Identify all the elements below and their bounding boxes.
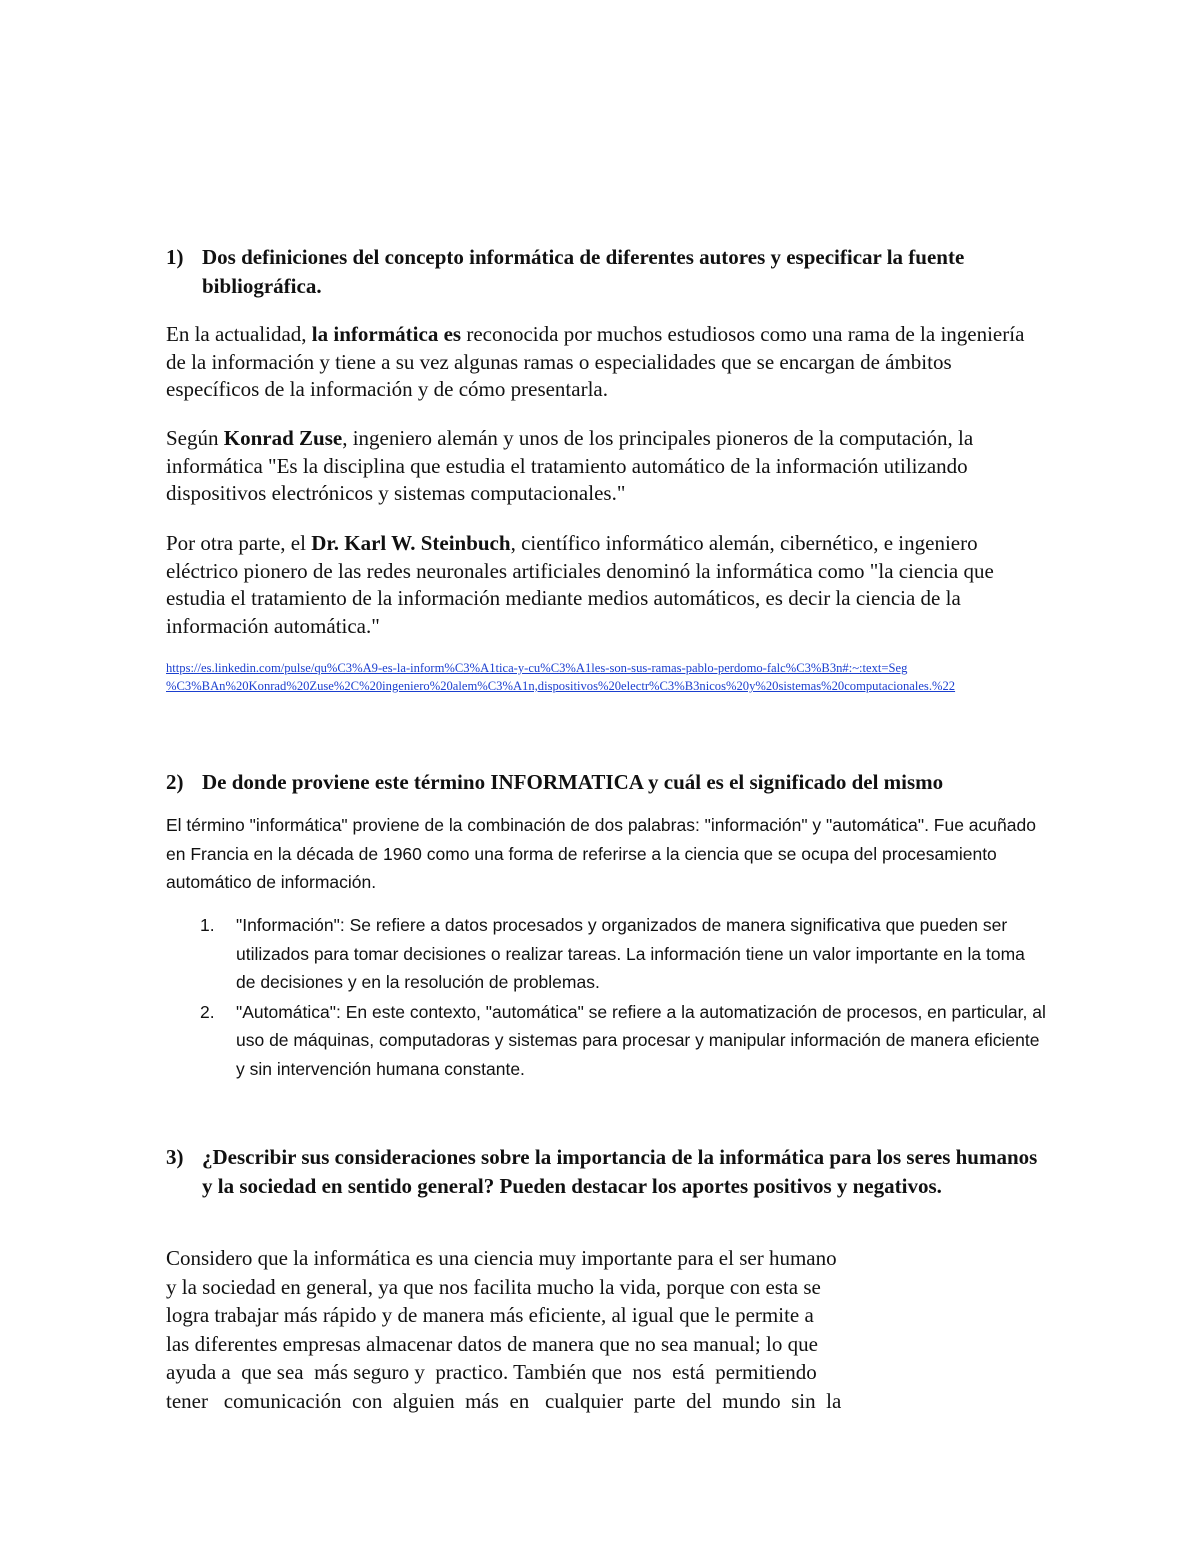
source-link-line-2[interactable]: %C3%BAn%20Konrad%20Zuse%2C%20ingeniero%20alem%C3%A1n,dispositivos%20electr%C3%B3nicos%20y%20sistemas%20computacionales.%22	[166, 679, 956, 693]
q1-p3-text-c: , científico informático alemán, cibernético, e ingeniero eléctrico pionero de las redes neuronales artificiales denominó la informática como "la ciencia que estudia el tratamiento de la información mediante medios automáticos, es decir la ciencia de la información automática."	[166, 531, 994, 638]
q1-paragraph-1	[166, 321, 1046, 404]
q3-line: ayuda a que sea más seguro y practico. También que nos está permitiendo	[166, 1360, 817, 1384]
question-2-heading	[166, 768, 1046, 797]
question-2-title: De donde proviene este término INFORMATICA y cuál es el significado del mismo	[202, 770, 944, 794]
list-item-text: "Automática": En este contexto, "automática" se refiere a la automatización de procesos, en particular, al uso de máquinas, computadoras y sistemas para procesar y manipular información de manera eficiente y sin intervención humana constante.	[236, 1001, 1046, 1079]
q1-p3-bold: Dr. Karl W. Steinbuch	[311, 531, 511, 555]
q3-line: Considero que la informática es una ciencia muy importante para el ser humano	[166, 1246, 837, 1270]
q1-p1-bold: la informática es	[311, 322, 462, 346]
q3-line: las diferentes empresas almacenar datos de manera que no sea manual; lo que	[166, 1331, 818, 1356]
question-1-heading	[166, 243, 1046, 301]
q1-paragraph-3	[166, 530, 1046, 640]
q1-p2-bold: Konrad Zuse	[223, 426, 343, 450]
q3-line: logra trabajar más rápido y de manera más eficiente, al igual que le permite a	[166, 1303, 814, 1327]
list-item-number: 1.	[200, 915, 215, 935]
q1-p1-text-a: En la actualidad,	[166, 322, 312, 346]
q2-intro-paragraph: El término "informática" proviene de la combinación de dos palabras: "información" y "automática". Fue acuñado en Francia en la década de 1960 como una forma de referirse a la ciencia que se ocupa del procesamiento automático de información.	[166, 815, 1036, 892]
question-3-heading	[166, 1143, 1046, 1201]
question-1-number: 1)	[166, 245, 184, 269]
source-link[interactable]	[166, 659, 1046, 695]
q3-answer-paragraph	[166, 1244, 1046, 1415]
q3-line: tener comunicación con alguien más en cualquier parte del mundo sin la	[166, 1388, 842, 1413]
q2-definition-list	[166, 911, 1046, 1084]
q1-p2-text-a: Según	[166, 426, 224, 450]
source-link-line-1[interactable]: https://es.linkedin.com/pulse/qu%C3%A9-es-la-inform%C3%A1tica-y-cu%C3%A1les-son-sus-ramas-pablo-perdomo-falc%C3%B3n#:~:text=Seg	[166, 661, 908, 675]
list-item-text: "Información": Se refiere a datos procesados y organizados de manera significativa que pueden ser utilizados para tomar decisiones o realizar tareas. La información tiene un valor importante en la toma de decisiones y en la resolución de problemas.	[236, 915, 1025, 992]
question-2-number: 2)	[166, 770, 184, 794]
question-3-title: ¿Describir sus consideraciones sobre la importancia de la informática para los seres humanos y la sociedad en sentido general? Pueden destacar los aportes positivos y negativos.	[202, 1145, 1038, 1198]
question-1-title: Dos definiciones del concepto informática de diferentes autores y especificar la fuente bibliográfica.	[202, 245, 965, 298]
q1-p3-text-a: Por otra parte, el	[166, 531, 312, 555]
list-item-number: 2.	[200, 1001, 215, 1022]
list-item	[166, 998, 1046, 1084]
q1-p2-text-c: , ingeniero alemán y unos de los principales pioneros de la computación, la informática "Es la disciplina que estudia el tratamiento automático de la información utilizando dispositivos electrónicos y sistemas computacionales."	[166, 426, 974, 505]
list-item	[166, 911, 1046, 997]
question-3-number: 3)	[166, 1145, 184, 1169]
q1-paragraph-2	[166, 425, 1046, 508]
q3-line: y la sociedad en general, ya que nos facilita mucho la vida, porque con esta se	[166, 1274, 821, 1299]
q1-p1-text-c: reconocida por muchos estudiosos como una rama de la ingeniería de la información y tiene a su vez algunas ramas o especialidades que se encargan de ámbitos específicos de la información y de cómo presentarla.	[166, 322, 1025, 401]
